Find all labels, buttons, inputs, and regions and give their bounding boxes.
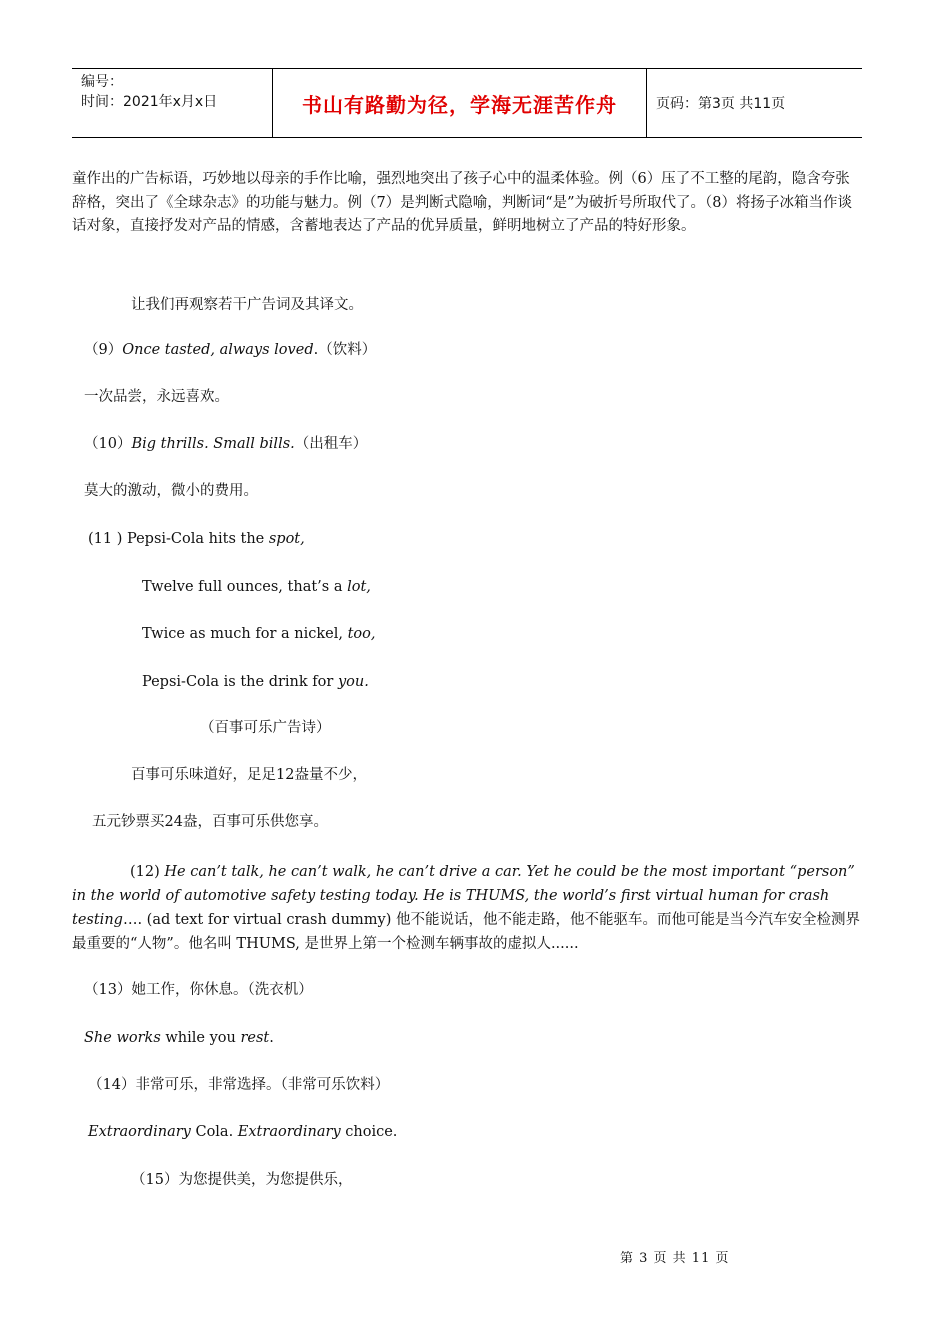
header-motto: 书山有路勤为径，学海无涯苦作舟 (273, 69, 647, 137)
document-body (72, 168, 862, 239)
english-italic: rest (240, 1030, 270, 1046)
poem-rhyme-word: lot, (347, 579, 371, 595)
product-note: （出租车） (294, 436, 368, 452)
example-9-translation: 一次品尝，永远喜欢。 (84, 389, 229, 405)
example-11-translation-2: 五元钞票买24盎，百事可乐供您享。 (92, 814, 328, 830)
document-number-label: 编号： (81, 74, 123, 90)
english-text: while you (160, 1030, 241, 1046)
poem-text: Pepsi-Cola is the drink for (142, 674, 338, 690)
example-12-translation: …. (ad text for virtual crash dummy) 他不能说话，他不能走路，他不能驱车。而他可能是当今汽车安全检测界最重要的“人物”。他名叫 THUMS, 是世界上第一个检测车辆事故的虚拟人...... (72, 912, 860, 952)
example-number: （9） (84, 342, 123, 358)
example-10 (84, 434, 367, 454)
english-text: . (269, 1030, 274, 1046)
example-11-line-1 (88, 529, 305, 549)
document-time-label: 时间：2021年x月x日 (81, 94, 218, 110)
poem-text: Twice as much for a nickel, (142, 626, 348, 642)
product-note: .（饮料） (313, 342, 377, 358)
example-13-english (84, 1028, 274, 1048)
english-italic: Extraordinary (237, 1124, 341, 1140)
example-9 (84, 340, 376, 360)
header-page-code: 页码：第3页 共11页 (656, 96, 786, 112)
english-ad-text: He can’t talk, he can’t walk, he can’t drive a car. Yet he could be the most important “person” in the world of automotive safety testing today. He is THUMS, the world’s first virtual human for crash testing (72, 864, 855, 928)
poem-text: Twelve full ounces, that’s a (142, 579, 348, 595)
intro-paragraph: 童作出的广告标语，巧妙地以母亲的手作比喻，强烈地突出了孩子心中的温柔体验。例（6）压了不工整的尾韵，隐含夸张辞格，突出了《全球杂志》的功能与魅力。例（7）是判断式隐喻，判断词“是”为破折号所取代了。（8）将扬子冰箱当作谈话对象，直接抒发对产品的情感，含蓄地表达了产品的优异质量，鲜明地树立了产品的特好形象。 (72, 171, 853, 234)
example-15: （15）为您提供美，为您提供乐， (131, 1172, 353, 1188)
example-number: （10） (84, 436, 132, 452)
english-ad-text: Big thrills. Small bills. (131, 436, 295, 452)
page-header (72, 68, 862, 138)
english-text: choice. (340, 1124, 398, 1140)
example-14-english (88, 1122, 397, 1142)
example-10-translation: 莫大的激动，微小的费用。 (84, 483, 258, 499)
header-meta (72, 69, 273, 137)
english-italic: Extraordinary (88, 1124, 191, 1140)
example-11-line-2 (142, 577, 371, 597)
page-footer: 第 3 页 共 11 页 (620, 1251, 730, 1266)
example-11-line-4 (142, 672, 369, 692)
example-11-translation-1: 百事可乐味道好，足足12盎量不少， (131, 767, 367, 783)
example-13: （13）她工作，你休息。（洗衣机） (84, 982, 313, 998)
poem-text: (11 ) Pepsi-Cola hits the (88, 531, 269, 547)
example-11-line-3 (142, 624, 375, 644)
example-number: (12) (130, 864, 165, 880)
example-11-note: （百事可乐广告诗） (200, 720, 331, 736)
observe-line: 让我们再观察若干广告词及其译文。 (131, 297, 363, 313)
example-12 (72, 860, 862, 956)
example-14: （14）非常可乐，非常选择。（非常可乐饮料） (88, 1077, 390, 1093)
english-text: Cola. (190, 1124, 238, 1140)
english-italic: She works (84, 1030, 161, 1046)
poem-rhyme-word: too, (347, 626, 376, 642)
english-ad-text: Once tasted, always loved (122, 342, 314, 358)
poem-rhyme-word: spot, (268, 531, 305, 547)
poem-rhyme-word: you. (337, 674, 369, 690)
